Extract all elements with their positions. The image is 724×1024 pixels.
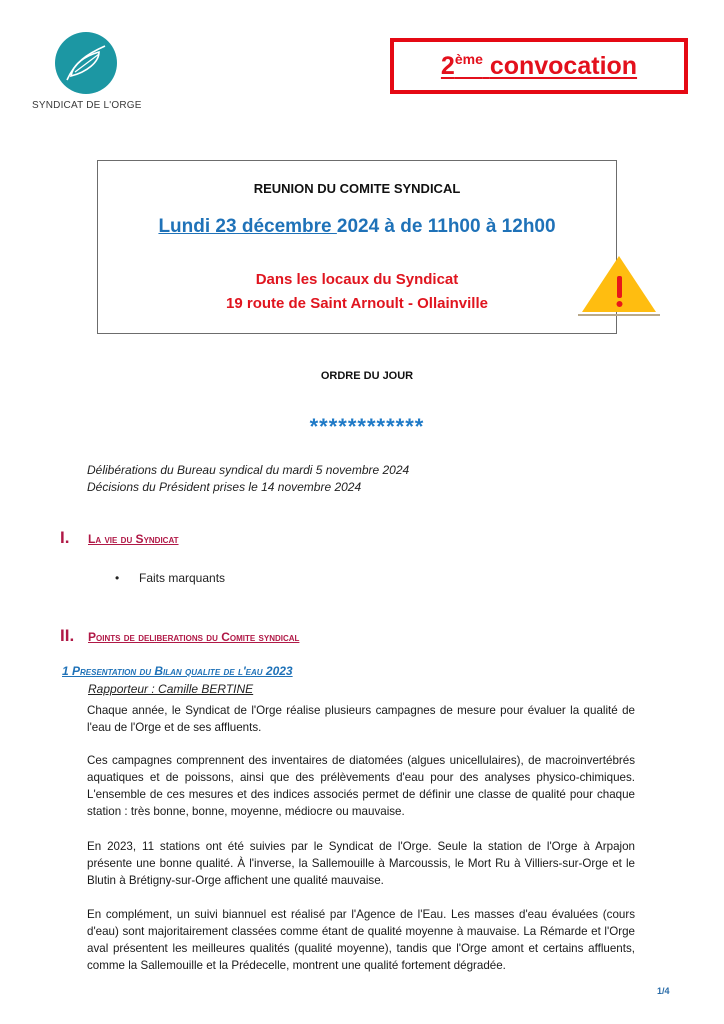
agenda-heading: ORDRE DU JOUR: [320, 370, 414, 382]
syndicat-logo: [32, 30, 142, 110]
leaf-logo-icon: [55, 32, 117, 94]
paragraph: En complément, un suivi biannuel est réalisé par l'Agence de l'Eau. Les masses d'eau évaluées (cours d'eau) sont majoritairement classées comme étant de qualité moyenne à mauvaise. La Rémarde et l'Orge aval présentent les meilleures qualités (qualité moyenne), tandis que l'Orge amont et certains affluents, comme la Sallemouille et la Prédecelle, montrent une qualité fortement dégradée.: [87, 908, 635, 972]
meeting-info-box: [97, 160, 617, 334]
rapporteur: Rapporteur : Camille BERTINE: [88, 682, 254, 696]
convocation-title: 2ème convocation: [440, 51, 638, 80]
agenda-separator: ************: [309, 414, 425, 439]
section-1-heading: [60, 528, 179, 548]
paragraph: Ces campagnes comprennent des inventaires de diatomées (algues unicellulaires), de macroinvertébrés aquatiques et de poissons, ainsi que des prélèvements d'eau pour des analyses physico-chimiques. L'ensemble de ces mesures et des indices associés permet de définir une classe de qualité pour chaque station : très bonne, bonne, moyenne, médiocre ou mauvaise.: [87, 754, 635, 818]
logo-text: SYNDICAT DE L'ORGE: [32, 100, 142, 111]
convocation-banner: [390, 38, 688, 94]
section-2-heading: [60, 626, 299, 646]
page-number: 1/4: [657, 986, 670, 996]
paragraph: Chaque année, le Syndicat de l'Orge réalise plusieurs campagnes de mesure pour évaluer la qualité de l'eau de l'Orge et de ses affluents.: [87, 704, 635, 734]
warning-icon: [578, 250, 660, 320]
meeting-title: REUNION DU COMITE SYNDICAL: [253, 181, 461, 196]
bullet-icon: •: [115, 571, 120, 585]
deliberation-line: Décisions du Président prises le 14 novembre 2024: [87, 480, 362, 494]
section-title: Points de deliberations du Comite syndical: [88, 630, 300, 644]
deliberations-list: [87, 462, 409, 496]
agenda-item-title: 1 Presentation du Bilan qualite de l'eau 2023: [62, 664, 293, 678]
deliberation-line: Délibérations du Bureau syndical du mardi 5 novembre 2024: [87, 463, 410, 477]
section-number: II.: [60, 626, 75, 645]
meeting-place-line2: 19 route de Saint Arnoult - Ollainville: [226, 295, 488, 312]
meeting-place-line1: Dans les locaux du Syndicat: [255, 271, 459, 288]
paragraph: En 2023, 11 stations ont été suivies par le Syndicat de l'Orge. Seule la station de l'Orge à Arpajon présente une bonne qualité. À l'inverse, la Sallemouille à Marcoussis, le Mort Ru à Villiers-sur-Orge et le Blutin à Brétigny-sur-Orge affichent une qualité mauvaise.: [87, 840, 635, 887]
meeting-date: Lundi 23 décembre 2024 à de 11h00 à 12h00: [158, 216, 556, 237]
bullet-item: • Faits marquants: [115, 571, 226, 585]
section-number: I.: [60, 528, 70, 547]
section-title: La vie du Syndicat: [88, 532, 179, 546]
